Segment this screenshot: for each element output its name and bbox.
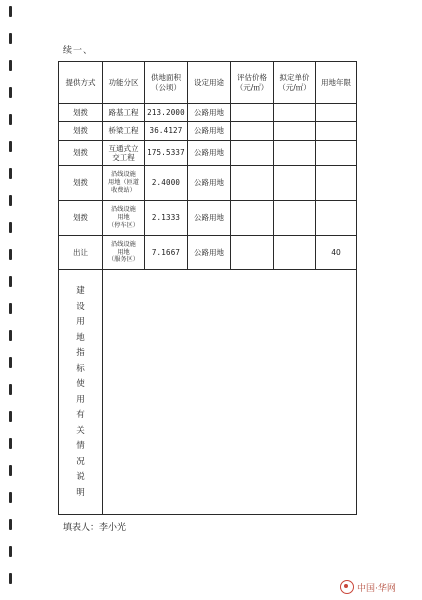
cell-zone-line: 沿线设施 bbox=[111, 206, 136, 214]
watermark-text: 中国·华网 bbox=[357, 583, 396, 594]
header-eval-price bbox=[231, 62, 274, 104]
header-supply-method: 提供方式 bbox=[59, 62, 103, 104]
notes-label-char: 建 bbox=[76, 286, 85, 296]
cell-price bbox=[274, 104, 316, 122]
notes-label-char: 地 bbox=[76, 332, 85, 343]
cell-eval bbox=[231, 141, 274, 166]
cell-years bbox=[316, 201, 357, 236]
cell-zone-line: （服务区） bbox=[108, 256, 139, 264]
binding-hole bbox=[9, 249, 12, 260]
cell-zone-line: 沿线设施 bbox=[111, 240, 136, 248]
notes-content bbox=[103, 270, 357, 515]
cell-method: 划拨 bbox=[59, 201, 103, 236]
binding-hole bbox=[9, 303, 12, 314]
cell-zone-line: 用地（匝道 bbox=[108, 179, 139, 187]
binding-hole bbox=[9, 33, 12, 44]
header-area-line2: （公顷） bbox=[151, 82, 181, 92]
notes-label-char: 指 bbox=[76, 348, 85, 358]
cell-use: 公路用地 bbox=[188, 104, 231, 122]
header-area bbox=[145, 62, 188, 104]
table-row bbox=[59, 122, 357, 141]
cell-zone bbox=[103, 166, 145, 201]
cell-eval bbox=[231, 166, 274, 201]
cell-method: 出让 bbox=[59, 236, 103, 270]
notes-row bbox=[59, 270, 357, 515]
cell-method: 划拨 bbox=[59, 141, 103, 166]
cell-use: 公路用地 bbox=[188, 141, 231, 166]
cell-zone-line: 用地 bbox=[117, 214, 130, 222]
cell-zone: 路基工程 bbox=[103, 104, 145, 122]
cell-area: 2.4000 bbox=[145, 166, 188, 201]
watermark bbox=[340, 580, 396, 594]
cell-zone bbox=[103, 201, 145, 236]
binding-hole bbox=[9, 114, 12, 125]
table-row bbox=[59, 166, 357, 201]
cell-area: 36.4127 bbox=[145, 122, 188, 141]
cell-eval bbox=[231, 201, 274, 236]
header-area-line1: 供地面积 bbox=[151, 73, 181, 83]
binding-hole bbox=[9, 573, 12, 584]
cell-area: 213.2000 bbox=[145, 104, 188, 122]
cell-price bbox=[274, 201, 316, 236]
cell-eval bbox=[231, 236, 274, 270]
cell-use: 公路用地 bbox=[188, 166, 231, 201]
land-supply-table bbox=[58, 61, 357, 515]
cell-zone-line: 收费站） bbox=[111, 186, 136, 194]
cell-zone-line: 互通式立 bbox=[108, 143, 139, 153]
header-years: 用地年限 bbox=[316, 62, 357, 104]
cell-price bbox=[274, 141, 316, 166]
cell-method: 划拨 bbox=[59, 122, 103, 141]
binding-hole bbox=[9, 492, 12, 503]
cell-price bbox=[274, 236, 316, 270]
notes-label-char: 况 bbox=[76, 456, 85, 467]
cell-price bbox=[274, 122, 316, 141]
header-unit-price bbox=[274, 62, 316, 104]
table-header-row bbox=[59, 62, 357, 104]
binding-hole bbox=[9, 519, 12, 530]
table-row bbox=[59, 201, 357, 236]
header-eval-line2: （元/㎡） bbox=[235, 82, 269, 92]
cell-use: 公路用地 bbox=[188, 201, 231, 236]
table-row bbox=[59, 141, 357, 166]
cell-area: 7.1667 bbox=[145, 236, 188, 270]
cell-area: 175.5337 bbox=[145, 141, 188, 166]
notes-label bbox=[59, 287, 102, 497]
notes-label-char: 设 bbox=[76, 301, 85, 312]
binding-hole bbox=[9, 330, 12, 341]
notes-label-char: 明 bbox=[76, 487, 85, 498]
cell-price bbox=[274, 166, 316, 201]
cell-eval bbox=[231, 122, 274, 141]
cell-zone-line: 交工程 bbox=[112, 153, 135, 162]
binding-edge bbox=[0, 0, 16, 600]
binding-hole bbox=[9, 546, 12, 557]
notes-label-cell bbox=[59, 270, 103, 515]
cell-zone-line: （停车区） bbox=[108, 221, 139, 229]
cell-method: 划拨 bbox=[59, 166, 103, 201]
notes-label-char: 有 bbox=[76, 410, 85, 420]
cell-zone-line: 用地 bbox=[117, 248, 130, 256]
binding-hole bbox=[9, 438, 12, 449]
binding-hole bbox=[9, 168, 12, 179]
cell-use: 公路用地 bbox=[188, 236, 231, 270]
cell-years bbox=[316, 104, 357, 122]
cell-zone bbox=[103, 236, 145, 270]
header-function-zone: 功能分区 bbox=[103, 62, 145, 104]
notes-label-char: 说 bbox=[76, 472, 85, 482]
binding-hole bbox=[9, 465, 12, 476]
continuation-heading: 续一、 bbox=[63, 46, 94, 56]
binding-hole bbox=[9, 357, 12, 368]
binding-hole bbox=[9, 222, 12, 233]
cell-years bbox=[316, 141, 357, 166]
notes-label-char: 用 bbox=[76, 317, 85, 327]
header-eval-line1: 评估价格 bbox=[237, 73, 267, 83]
table-row bbox=[59, 236, 357, 270]
binding-hole bbox=[9, 87, 12, 98]
header-use: 设定用途 bbox=[188, 62, 231, 104]
binding-hole bbox=[9, 411, 12, 422]
table-row bbox=[59, 104, 357, 122]
cell-zone-line: 沿线设施 bbox=[111, 171, 136, 179]
notes-label-char: 用 bbox=[76, 394, 85, 405]
preparer-line: 填表人：李小光 bbox=[63, 523, 127, 533]
cell-eval bbox=[231, 104, 274, 122]
notes-label-char: 使 bbox=[76, 379, 85, 389]
seal-icon bbox=[340, 580, 354, 594]
cell-zone bbox=[103, 141, 145, 166]
cell-use: 公路用地 bbox=[188, 122, 231, 141]
header-price-line2: （元/㎡） bbox=[278, 82, 311, 92]
cell-years bbox=[316, 166, 357, 201]
cell-zone: 桥梁工程 bbox=[103, 122, 145, 141]
notes-label-char: 关 bbox=[76, 425, 85, 436]
header-price-line1: 拟定单价 bbox=[279, 73, 310, 83]
binding-hole bbox=[9, 384, 12, 395]
notes-label-char: 情 bbox=[76, 441, 85, 451]
cell-method: 划拨 bbox=[59, 104, 103, 122]
binding-hole bbox=[9, 60, 12, 71]
binding-hole bbox=[9, 195, 12, 206]
binding-hole bbox=[9, 6, 12, 17]
binding-hole bbox=[9, 141, 12, 152]
cell-area: 2.1333 bbox=[145, 201, 188, 236]
binding-hole bbox=[9, 276, 12, 287]
cell-years: 40 bbox=[316, 236, 357, 270]
cell-years bbox=[316, 122, 357, 141]
notes-label-char: 标 bbox=[76, 363, 85, 374]
